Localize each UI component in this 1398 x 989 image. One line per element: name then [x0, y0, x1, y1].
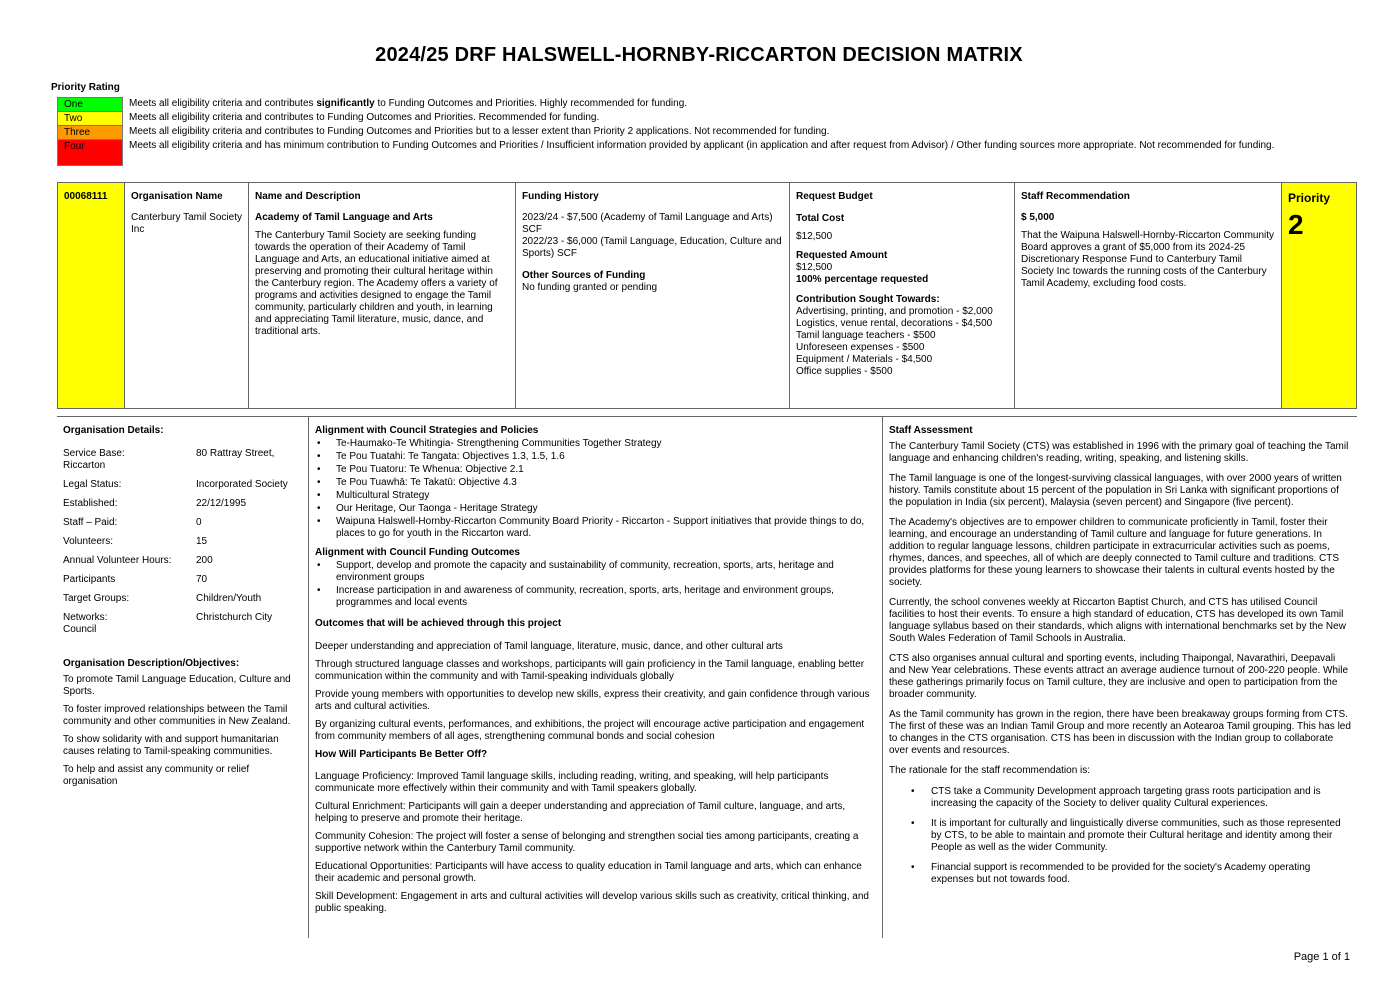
contribution-item: Logistics, venue rental, decorations - $4,500 [796, 318, 993, 329]
assessment-paragraph: The Academy's objectives are to empower children to communicate proficiently in Tamil, foster their learning, and encourage an understanding of Tamil culture and language for future generations. In addition to regular language lessons, children participate in extracurricular activities such as poems, rhymes, dances, and speeches, all of which are deeply connected to Tamil culture and traditions. CTS provides platforms for these young learners to showcase their talents in cultural events hosted by the society. [889, 517, 1340, 588]
staff-assessment-header: Staff Assessment [889, 425, 973, 436]
legend-row-four [57, 139, 1357, 166]
priority-label: Priority [1288, 191, 1331, 205]
assessment-paragraph: As the Tamil community has grown in the region, there have been breakaway groups forming from CTS. The first of these was an Indian Tamil Group and more recently an Aotearoa Tamil grouping. This has led to changes in the CTS organisation. CTS has been in discussion with the Indian group to collaborate over events and resources. [889, 709, 1351, 756]
org-header: Organisation Name [131, 191, 223, 202]
detail-value: Incorporated Society [196, 479, 288, 490]
budget-cell [790, 183, 1015, 408]
funding-history-item: 2022/23 - $6,000 (Tamil Language, Education, Culture and Sports) SCF [522, 236, 782, 259]
application-summary-table [57, 182, 1357, 409]
assessment-paragraph: The Canterbury Tamil Society (CTS) was established in 1996 with the primary goal of teaching the Tamil language and enhancing children's reading, writing, speaking, and listening skills. [889, 441, 1349, 464]
detail-key: Volunteers: [63, 536, 114, 547]
detail-value: Christchurch City [196, 612, 273, 623]
contribution-header: Contribution Sought Towards: [796, 294, 940, 305]
outcome-item: Deeper understanding and appreciation of Tamil language, literature, music, dance, and other cultural arts [315, 641, 783, 652]
detail-key: Target Groups: [63, 593, 130, 604]
detail-value: 70 [196, 574, 208, 585]
list-item: • Te Pou Tuawhā: Te Takatū: Objective 4.3 [315, 477, 876, 489]
detail-value: 0 [196, 517, 202, 528]
org-name: Canterbury Tamil Society Inc [131, 212, 242, 235]
priority-value: 2 [1288, 209, 1304, 240]
details-section [57, 416, 1357, 938]
detail-value: Children/Youth [196, 593, 262, 604]
list-item: • Waipuna Halswell-Hornby-Riccarton Community Board Priority - Riccarton - Support initiatives that provide things to do, places to go for youth in the Riccarton ward. [315, 516, 876, 540]
org-details-header: Organisation Details: [63, 425, 164, 436]
legend-text-three: Meets all eligibility criteria and contributes to Funding Outcomes and Priorities but to a lesser extent than Priority 2 applications. Not recommended for funding. [129, 126, 830, 137]
other-sources-header: Other Sources of Funding [522, 270, 646, 281]
assessment-paragraph: The rationale for the staff recommendation is: [889, 765, 1091, 776]
requested-label: Requested Amount [796, 250, 888, 261]
legend-row-three [57, 125, 1357, 139]
detail-value: 15 [196, 536, 208, 547]
detail-row [63, 555, 302, 567]
list-item: • Our Heritage, Our Taonga - Heritage Strategy [315, 503, 876, 515]
outcome-item: Through structured language classes and workshops, participants will gain proficiency in the Tamil language, enabling better communication within the community and with Tamil-speaking individuals globally [315, 659, 865, 682]
detail-key: Service Base: [63, 448, 125, 459]
list-item: • Support, develop and promote the capacity and sustainability of community, recreation, sports, arts, heritage and environment groups [315, 560, 876, 584]
better-off-item: Language Proficiency: Improved Tamil language skills, including reading, writing, and speaking, will help participants communicate more effectively within their community and with Tamil speakers globally. [315, 771, 829, 794]
outcome-item: By organizing cultural events, performances, and exhibitions, the project will encourage active participation and engagement from community members of all ages, strengthening communal bonds and social cohesion [315, 719, 865, 742]
strategies-list [315, 438, 876, 540]
funding-outcomes-header: Alignment with Council Funding Outcomes [315, 547, 520, 558]
contribution-item: Tamil language teachers - $500 [796, 330, 936, 341]
detail-value: 80 Rattray Street, [196, 448, 275, 459]
detail-key: Networks: [63, 612, 108, 623]
legend-swatch-two: Two [57, 111, 123, 125]
legend-row-two [57, 111, 1357, 125]
better-off-item: Educational Opportunities: Participants will have access to quality education in Tamil language and arts, which can enhance their academic and personal growth. [315, 861, 862, 884]
staff-amount: $ 5,000 [1021, 212, 1055, 223]
contribution-item: Advertising, printing, and promotion - $2,000 [796, 306, 993, 317]
detail-extra: Riccarton [63, 460, 106, 471]
page-number: Page 1 of 1 [1293, 951, 1350, 963]
priority-cell [1282, 183, 1356, 408]
detail-key: Participants [63, 574, 116, 585]
detail-key: Legal Status: [63, 479, 122, 490]
list-item: • Te-Haumako-Te Whitingia- Strengthening Communities Together Strategy [315, 438, 876, 450]
list-item: • Financial support is recommended to be provided for the society's Academy operating expenses but not towards food. [909, 862, 1351, 886]
alignment-column [309, 417, 883, 938]
total-cost-label: Total Cost [796, 213, 845, 224]
funding-outcomes-list [315, 560, 876, 609]
detail-key: Annual Volunteer Hours: [63, 555, 172, 566]
contribution-item: Office supplies - $500 [796, 366, 893, 377]
application-id: 00068111 [58, 183, 125, 408]
project-name: Academy of Tamil Language and Arts [255, 212, 433, 223]
better-off-item: Cultural Enrichment: Participants will gain a deeper understanding and appreciation of Tamil culture, language, and arts, helping to preserve and promote their heritage. [315, 801, 846, 824]
objective-item: To foster improved relationships between the Tamil community and other communities in New Zealand. [63, 704, 291, 727]
better-off-item: Community Cohesion: The project will foster a sense of belonging and strengthen social ties among participants, creating a supportive network within the Canterbury Tamil community. [315, 831, 859, 854]
better-off-header: How Will Participants Be Better Off? [315, 749, 488, 760]
funding-history-item: 2023/24 - $7,500 (Academy of Tamil Language and Arts) SCF [522, 212, 773, 235]
list-item: • CTS take a Community Development approach targeting grass roots participation and is increasing the capacity of the Society to deliver quality Cultural experiences. [909, 786, 1351, 810]
percentage-requested: 100% percentage requested [796, 274, 929, 285]
objective-item: To show solidarity with and support humanitarian causes relating to Tamil-speaking communities. [63, 734, 279, 757]
detail-row [63, 574, 302, 586]
legend-text-two: Meets all eligibility criteria and contributes to Funding Outcomes and Priorities. Recommended for funding. [129, 112, 600, 123]
project-description: The Canterbury Tamil Society are seeking funding towards the operation of their Academy of Tamil Language and Arts, an educational initiative aimed at preserving and promoting their cultural heritage within the Canterbury region. The Academy offers a variety of programs and activities designed to engage the Tamil community, particularly children and youth, in learning and appreciating Tamil literature, music, dance, and traditional arts. [255, 230, 498, 337]
rationale-list [909, 786, 1351, 886]
contribution-item: Unforeseen expenses - $500 [796, 342, 925, 353]
strategies-header: Alignment with Council Strategies and Policies [315, 425, 539, 436]
assessment-paragraph: Currently, the school convenes weekly at Riccarton Baptist Church, and CTS has utilised Council facilities to host their events. To ensure a high standard of education, CTS has developed its own Tamil language syllabus based on their standards, which aligns with international benchmarks set by the New South Wales Federation of Tamil Schools in Australia. [889, 597, 1346, 644]
objective-item: To promote Tamil Language Education, Culture and Sports. [63, 674, 291, 697]
detail-key: Established: [63, 498, 118, 509]
legend-row-one [57, 97, 1357, 111]
name-header: Name and Description [255, 191, 361, 202]
detail-extra: Council [63, 624, 97, 635]
funding-cell [516, 183, 790, 408]
detail-value: 200 [196, 555, 213, 566]
total-cost: $12,500 [796, 231, 833, 242]
list-item: • Multicultural Strategy [315, 490, 876, 502]
detail-row [63, 536, 302, 548]
detail-row [63, 448, 302, 472]
detail-row [63, 612, 302, 636]
project-outcomes-header: Outcomes that will be achieved through this project [315, 618, 562, 629]
list-item: • Te Pou Tuatoru: Te Whenua: Objective 2.1 [315, 464, 876, 476]
assessment-paragraph: The Tamil language is one of the longest-surviving classical languages, with over 2000 years of written history. Tamils constitute about 15 percent of the population in Sri Lanka with significant proportions of the population in India (six percent), Malaysia (seven percent) and Singapore (five percent). [889, 473, 1342, 508]
other-sources: No funding granted or pending [522, 282, 658, 293]
description-cell [249, 183, 516, 408]
priority-legend [57, 97, 1357, 166]
detail-value: 22/12/1995 [196, 498, 247, 509]
detail-row [63, 593, 302, 605]
list-item: • Te Pou Tuatahi: Te Tangata: Objectives 1.3, 1.5, 1.6 [315, 451, 876, 463]
staff-assessment-column [883, 417, 1357, 938]
budget-header: Request Budget [796, 191, 873, 202]
assessment-paragraph: CTS also organises annual cultural and sporting events, including Thaipongal, Navarathiri, Deepavali and New Year celebrations. These events attract an average audience turnout of 200-220 people. While these gatherings primarily focus on Tamil culture, they are inclusive and open to participation from the broader community. [889, 653, 1349, 700]
list-item: • Increase participation in and awareness of community, recreation, sports, arts, heritage and environment groups, programmes and local events [315, 585, 876, 609]
org-description-header: Organisation Description/Objectives: [63, 658, 240, 669]
legend-text-one: Meets all eligibility criteria and contributes significantly to Funding Outcomes and Priorities. Highly recommended for funding. [129, 98, 688, 109]
priority-rating-heading: Priority Rating [51, 82, 120, 93]
detail-row [63, 479, 302, 491]
legend-swatch-one: One [57, 97, 123, 111]
legend-swatch-four: Four [57, 139, 123, 166]
page-title: 2024/25 DRF HALSWELL-HORNBY-RICCARTON DECISION MATRIX [375, 44, 1023, 66]
funding-header: Funding History [522, 191, 599, 202]
detail-row [63, 498, 302, 510]
outcome-item: Provide young members with opportunities to develop new skills, express their creativity, and gain confidence through various arts and cultural activities. [315, 689, 870, 712]
contribution-item: Equipment / Materials - $4,500 [796, 354, 933, 365]
requested-amount: $12,500 [796, 262, 833, 273]
organisation-cell [125, 183, 249, 408]
staff-text: That the Waipuna Halswell-Hornby-Riccarton Community Board approves a grant of $5,000 from its 2024-25 Discretionary Response Fund to Canterbury Tamil Society Inc towards the running costs of the Canterbury Tamil Academy, excluding food costs. [1021, 230, 1275, 289]
staff-header: Staff Recommendation [1021, 191, 1130, 202]
organisation-details-column [57, 417, 309, 938]
detail-row [63, 517, 302, 529]
objective-item: To help and assist any community or relief organisation [63, 764, 250, 787]
staff-recommendation-cell [1015, 183, 1282, 408]
legend-swatch-three: Three [57, 125, 123, 139]
better-off-item: Skill Development: Engagement in arts and cultural activities will develop various skills such as creativity, critical thinking, and public speaking. [315, 891, 869, 914]
legend-text-four: Meets all eligibility criteria and has minimum contribution to Funding Outcomes and Priorities / Insufficient information provided by applicant (in application and after request from Advisor) / Other funding sources more appropriate. Not recommended for funding. [129, 140, 1275, 151]
list-item: • It is important for culturally and linguistically diverse communities, such as those represented by CTS, to be able to maintain and promote their Cultural heritage and identity among their People as well as the wider Community. [909, 818, 1351, 854]
detail-key: Staff – Paid: [63, 517, 118, 528]
